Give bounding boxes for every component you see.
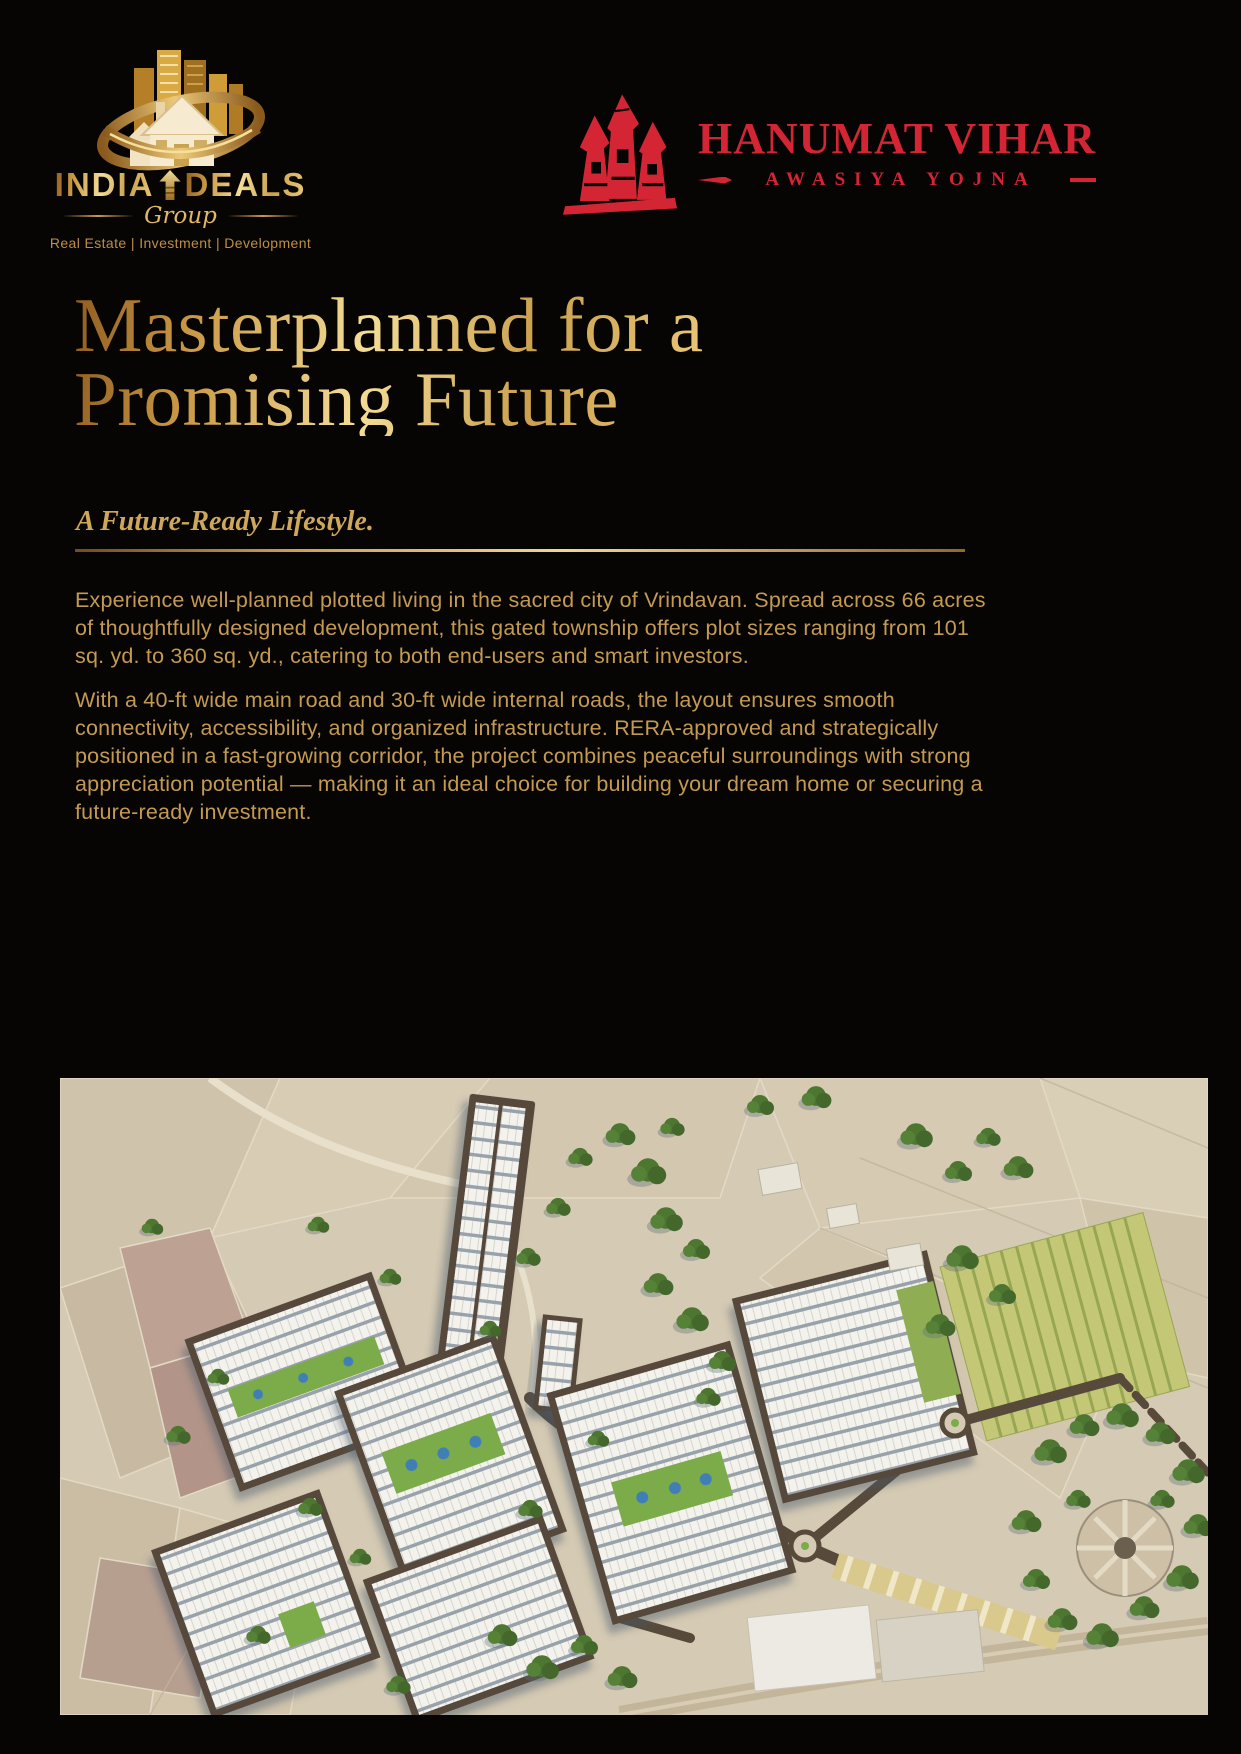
hanumat-vihar-subtitle: AWASIYA YOJNA bbox=[765, 169, 1037, 190]
masterplan-aerial-image bbox=[60, 1078, 1208, 1715]
temple-icon bbox=[556, 88, 684, 220]
india-deals-wordmark bbox=[28, 168, 333, 201]
left-dash-arrow-icon bbox=[698, 177, 732, 184]
right-flourish-line bbox=[227, 215, 299, 217]
hanumat-vihar-title: HANUMAT VIHAR bbox=[698, 114, 1097, 163]
india-word: INDIA bbox=[54, 166, 155, 203]
right-dash-icon bbox=[1070, 178, 1096, 182]
left-flourish-line bbox=[62, 215, 134, 217]
title-line-2: Promising Future bbox=[74, 356, 619, 442]
gold-divider bbox=[75, 549, 965, 552]
intro-paragraph: Experience well-planned plotted living in the sacred city of Vrindavan. Spread across 66 acres of thoughtfully designed development, this gated township offers plot sizes ranging from 101 sq. yd. to 360 sq. yd., catering to both end-users and smart investors. bbox=[75, 588, 986, 668]
brand-tagline: Real Estate | Investment | Development bbox=[49, 235, 312, 251]
india-deals-logo-icon bbox=[86, 38, 276, 174]
group-label: Group bbox=[144, 203, 217, 229]
page-title bbox=[74, 282, 704, 442]
hanumat-vihar-logo bbox=[556, 88, 1096, 220]
title-line-1: Masterplanned for a bbox=[74, 282, 704, 368]
awasiya-yojna-row bbox=[698, 169, 1096, 191]
india-deals-logo bbox=[28, 38, 333, 251]
details-paragraph: With a 40-ft wide main road and 30-ft wide internal roads, the layout ensures smooth connectivity, accessibility, and organized infrastructure. RERA-approved and strategically positioned in a fast-growing corridor, the project combines peaceful surroundings with strong appreciation potential — making it an ideal choice for building your dream home or securing a future-ready investment. bbox=[75, 688, 983, 824]
group-row bbox=[28, 203, 333, 229]
deals-word: DEALS bbox=[184, 166, 307, 203]
up-arrow-icon bbox=[159, 170, 181, 200]
hero-subtitle: A Future-Ready Lifestyle. bbox=[76, 506, 374, 537]
